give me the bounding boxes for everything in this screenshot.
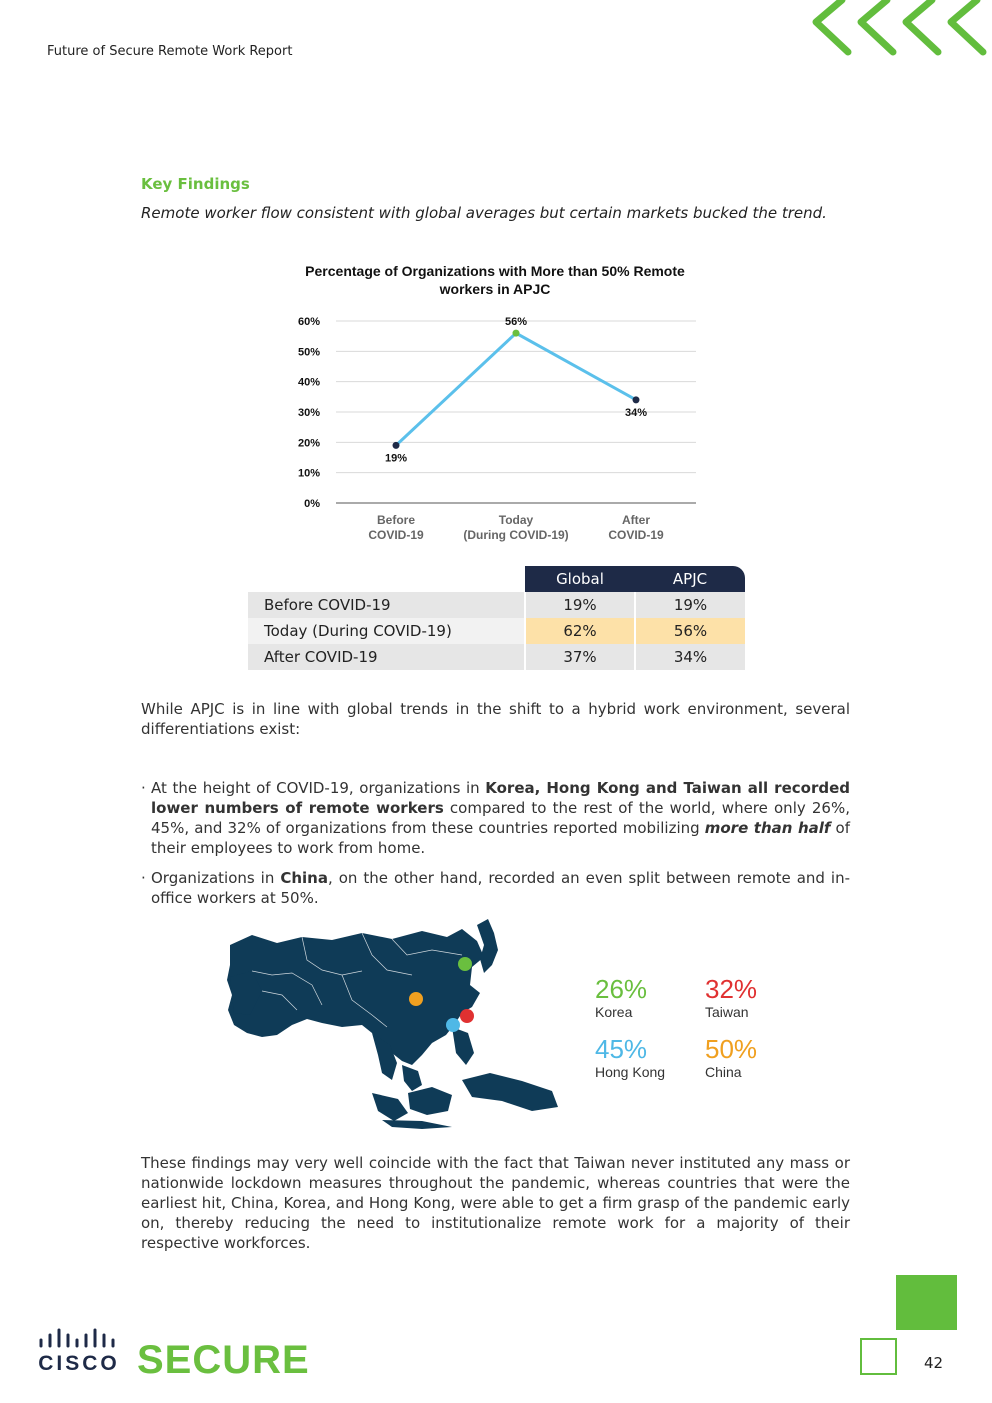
y-tick-label: 30% — [297, 407, 320, 419]
report-title: Future of Secure Remote Work Report — [47, 44, 293, 59]
apjc-value: 34% — [635, 644, 745, 670]
x-tick-label: Before — [376, 513, 416, 527]
x-tick-label: COVID-19 — [368, 528, 424, 542]
x-tick-label: Today — [498, 513, 534, 527]
chart-title: Percentage of Organizations with More than 50% Remote workers in APJC — [305, 263, 685, 297]
x-tick-label: (During COVID-19) — [463, 528, 569, 542]
global-value: 37% — [525, 644, 635, 670]
stat-percent: 50% — [705, 1034, 758, 1064]
y-tick-label: 60% — [297, 316, 320, 328]
key-findings-heading: Key Findings — [141, 175, 250, 193]
asia-map-icon — [222, 915, 562, 1130]
bullet-china — [141, 868, 850, 908]
taiwan-marker-icon — [460, 1009, 474, 1023]
global-value: 19% — [525, 592, 635, 618]
x-tick-label: COVID-19 — [608, 528, 664, 542]
page-number: 42 — [924, 1354, 944, 1372]
bold-run: Korea, Hong Kong and Taiwan all recorded lower numbers of remote workers — [151, 779, 850, 817]
y-tick-label: 10% — [297, 467, 320, 480]
bullet-text — [151, 868, 850, 908]
y-tick-label: 20% — [297, 437, 320, 450]
stat-label: Hong Kong — [595, 1064, 666, 1080]
y-tick-label: 0% — [304, 498, 320, 510]
stat-korea — [595, 975, 647, 1021]
y-tick-label: 40% — [297, 376, 320, 389]
row-label: Before COVID-19 — [248, 592, 525, 618]
china-marker-icon — [409, 992, 423, 1006]
line-chart — [280, 260, 720, 550]
chart-plot — [280, 260, 720, 550]
table-row — [248, 644, 745, 670]
bullet-dot: · — [141, 779, 146, 797]
text-run: Organizations in — [151, 869, 281, 887]
outline-square-decoration — [860, 1338, 897, 1375]
bold-run: China — [280, 869, 328, 887]
series-line — [396, 333, 636, 445]
bullet-korea-hk-taiwan — [141, 778, 850, 858]
row-label: Today (During COVID-19) — [248, 618, 525, 644]
text-run: At the height of COVID-19, organizations in — [151, 779, 486, 797]
y-tick-label: 50% — [297, 346, 320, 359]
stat-percent: 26% — [595, 974, 648, 1004]
stat-label: Korea — [595, 1004, 633, 1020]
closing-paragraph: These findings may very well coincide with the fact that Taiwan never instituted any mass or nationwide lockdown measures throughout the pandemic, whereas countries that were the earliest hit, China, Korea, and Hong Kong, were able to get a firm grasp of the pandemic early on, thereby reducing the need to institutionalize remote work for a majority of their respective workforces. — [141, 1154, 850, 1252]
stat-percent: 32% — [705, 974, 758, 1004]
chevron-decoration-icon — [802, 0, 992, 62]
secure-brand: SECURE — [137, 1338, 310, 1382]
stat-percent: 45% — [595, 1034, 648, 1064]
data-point — [393, 442, 400, 449]
key-findings-subheading: Remote worker flow consistent with global averages but certain markets bucked the trend. — [141, 204, 827, 222]
text-run: compared to the rest of the world, where only 26%, 45%, and 32% of organizations from these countries reported mobilizing — [151, 799, 850, 837]
data-point — [633, 396, 640, 403]
stat-china — [705, 1035, 757, 1081]
intro-paragraph: While APJC is in line with global trends in the shift to a hybrid work environment, several differentiations exist: — [141, 700, 850, 738]
table-row — [248, 618, 745, 644]
hong-kong-marker-icon — [446, 1018, 460, 1032]
cisco-bars-icon — [38, 1328, 120, 1350]
bullet-text — [151, 778, 850, 858]
data-label: 56% — [504, 316, 528, 329]
stat-label: China — [705, 1064, 742, 1080]
table-corner — [248, 566, 525, 592]
stat-hong-kong — [595, 1035, 665, 1081]
table-header-apjc: APJC — [635, 566, 745, 592]
bullet-dot: · — [141, 869, 146, 887]
apjc-value: 19% — [635, 592, 745, 618]
x-tick-label: After — [621, 513, 651, 527]
text-run: , on the other hand, recorded an even split between remote and in-office workers at 50%. — [151, 869, 851, 907]
green-square-decoration — [896, 1275, 957, 1330]
comparison-table — [248, 566, 745, 670]
text-run: of their employees to work from home. — [151, 819, 850, 857]
apjc-value: 56% — [635, 618, 745, 644]
data-label: 19% — [384, 452, 408, 465]
stat-label: Taiwan — [705, 1004, 749, 1020]
data-label: 34% — [624, 406, 648, 419]
table-row — [248, 592, 745, 618]
cisco-logo — [38, 1328, 120, 1374]
row-label: After COVID-19 — [248, 644, 525, 670]
bold-italic-run: more than half — [704, 819, 831, 837]
global-value: 62% — [525, 618, 635, 644]
stat-taiwan — [705, 975, 757, 1021]
table-header-global: Global — [525, 566, 635, 592]
data-point — [513, 330, 520, 337]
korea-marker-icon — [458, 957, 472, 971]
cisco-wordmark: CISCO — [38, 1352, 120, 1375]
